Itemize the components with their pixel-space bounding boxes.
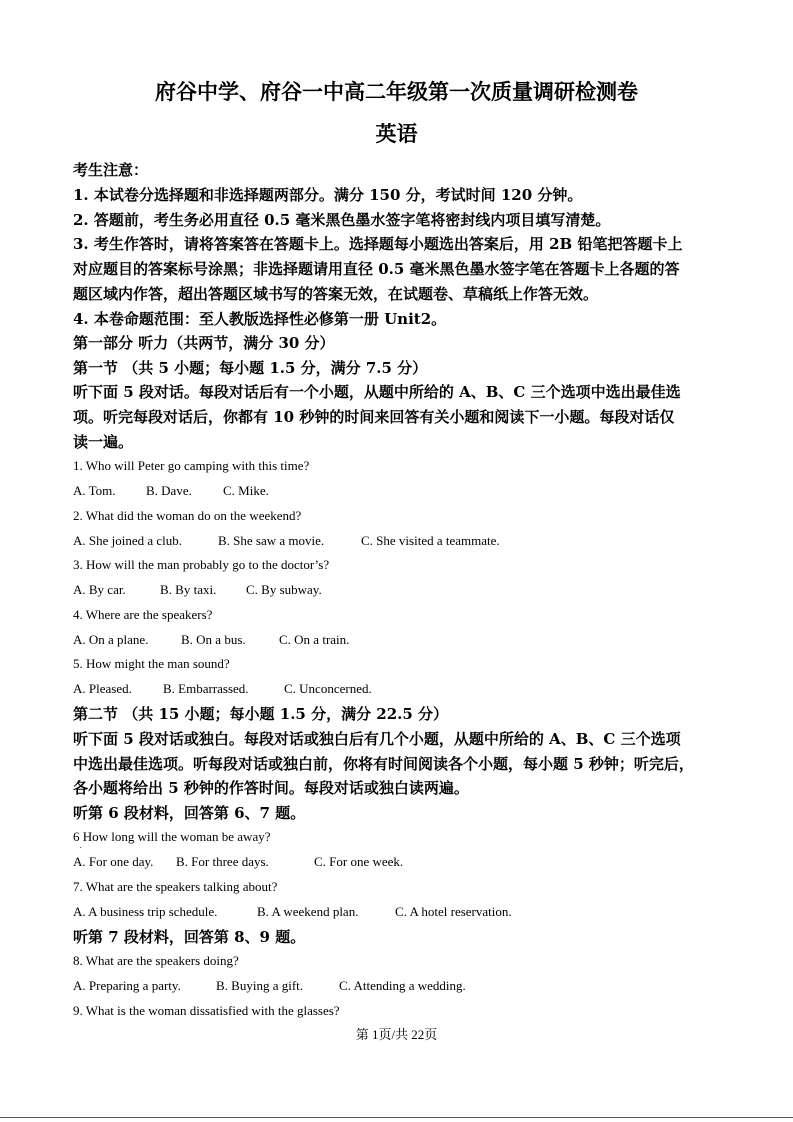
option-a: A. Preparing a party. (73, 978, 181, 993)
question-9: 9. What is the woman dissatisfied with the glasses? (73, 1003, 340, 1018)
option-b: B. A weekend plan. (257, 904, 359, 919)
option-a: A. Pleased. (73, 681, 132, 696)
notice-line-4: 4. 本卷命题范围：至人教版选择性必修第一册 Unit2。 (73, 310, 447, 328)
notice-line-2: 2. 答题前，考生务必用直径 0.5 毫米黑色墨水签字笔将密封线内项目填写清楚。 (73, 211, 611, 229)
question-5: 5. How might the man sound? (73, 656, 230, 671)
page-number: 第 1页/共 22页 (355, 1027, 438, 1042)
option-c: C. A hotel reservation. (395, 904, 512, 919)
option-b: B. On a bus. (181, 632, 246, 647)
section1-instruction-b: 项。听完每段对话后，你都有 10 秒钟的时间来回答有关小题和阅读下一小题。每段对话仅 (73, 408, 675, 426)
option-b: B. For three days. (176, 854, 269, 869)
notice-line-3c: 题区域内作答，超出答题区域书写的答案无效，在试题卷、草稿纸上作答无效。 (73, 285, 599, 303)
option-a: A. For one day. (73, 854, 154, 869)
part1-heading: 第一部分 听力（共两节，满分 30 分） (73, 334, 335, 352)
question-7: 7. What are the speakers talking about? (73, 879, 278, 894)
question-3: 3. How will the man probably go to the doctor’s? (73, 557, 330, 572)
bottom-divider (0, 1117, 793, 1118)
stray-mark: · (79, 843, 83, 854)
notice-line-3a: 3. 考生作答时，请将答案答在答题卡上。选择题每小题选出答案后，用 2B 铅笔把答题卡上 (73, 235, 683, 253)
exam-title: 府谷中学、府谷一中高二年级第一次质量调研检测卷 (155, 79, 638, 104)
option-a: A. Tom. (73, 483, 116, 498)
option-c: C. For one week. (314, 854, 404, 869)
subject-title: 英语 (375, 121, 418, 146)
material-7-heading: 听第 7 段材料，回答第 8、9 题。 (73, 928, 306, 946)
option-c: C. She visited a teammate. (361, 533, 500, 548)
notice-line-1: 1. 本试卷分选择题和非选择题两部分。满分 150 分，考试时间 120 分钟。 (73, 186, 583, 204)
option-c: C. Mike. (223, 483, 269, 498)
question-2: 2. What did the woman do on the weekend? (73, 508, 302, 523)
option-b: B. She saw a movie. (218, 533, 325, 548)
option-b: B. Embarrassed. (163, 681, 249, 696)
section2-heading: 第二节 （共 15 小题；每小题 1.5 分，满分 22.5 分） (73, 705, 449, 723)
option-c: C. By subway. (246, 582, 322, 597)
option-c: C. On a train. (279, 632, 350, 647)
section2-instruction-a: 听下面 5 段对话或独白。每段对话或独白后有几个小题，从题中所给的 A、B、C 三个选项 (73, 730, 681, 748)
material-6-heading: 听第 6 段材料，回答第 6、7 题。 (73, 804, 306, 822)
question-8: 8. What are the speakers doing? (73, 953, 239, 968)
option-b: B. By taxi. (160, 582, 217, 597)
option-c: C. Unconcerned. (284, 681, 372, 696)
question-6: 6 How long will the woman be away? (73, 829, 271, 844)
option-a: A. A business trip schedule. (73, 904, 218, 919)
section2-instruction-c: 各小题将给出 5 秒钟的作答时间。每段对话或独白读两遍。 (73, 779, 469, 797)
option-a: A. By car. (73, 582, 126, 597)
option-a: A. On a plane. (73, 632, 149, 647)
option-a: A. She joined a club. (73, 533, 183, 548)
question-1: 1. Who will Peter go camping with this time? (73, 458, 310, 473)
section1-instruction-a: 听下面 5 段对话。每段对话后有一个小题，从题中所给的 A、B、C 三个选项中选出最佳选 (73, 383, 681, 401)
notice-heading: 考生注意： (73, 161, 149, 179)
section1-instruction-c: 读一遍。 (73, 433, 134, 451)
option-b: B. Buying a gift. (216, 978, 304, 993)
notice-line-3b: 对应题目的答案标号涂黑；非选择题请用直径 0.5 毫米黑色墨水签字笔在答题卡上各题的答 (73, 260, 680, 278)
section2-instruction-b: 中选出最佳选项。听每段对话或独白前，你将有时间阅读各个小题，每小题 5 秒钟；听完后， (73, 755, 694, 773)
section1-heading: 第一节 （共 5 小题；每小题 1.5 分，满分 7.5 分） (73, 359, 428, 377)
question-4: 4. Where are the speakers? (73, 607, 213, 622)
option-c: C. Attending a wedding. (339, 978, 466, 993)
option-b: B. Dave. (146, 483, 192, 498)
